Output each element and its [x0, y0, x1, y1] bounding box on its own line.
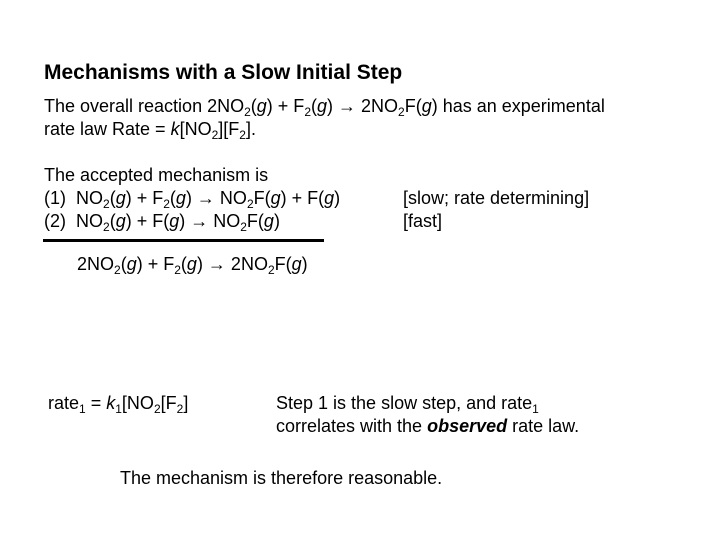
subscript: 2: [246, 197, 254, 211]
state-symbol: g: [126, 254, 137, 274]
intro-text: (: [311, 96, 317, 116]
subscript: 2: [174, 263, 181, 277]
subscript: 2: [244, 105, 251, 119]
subscript: 2: [103, 197, 110, 211]
mechanism-heading: The accepted mechanism is: [44, 165, 269, 185]
state-symbol: g: [421, 96, 432, 116]
state-symbol: g: [270, 188, 281, 208]
explanation-text: Step 1 is the slow step, and rate: [276, 393, 533, 413]
subscript: 2: [114, 263, 121, 277]
state-symbol: g: [169, 211, 180, 231]
intro-text: ) has an experimental: [431, 96, 605, 116]
explanation-text: correlates with the: [276, 416, 428, 436]
subscript: 2: [153, 402, 161, 416]
explanation-line-1: [276, 392, 539, 414]
subscript: 2: [163, 197, 170, 211]
intro-text: ) → 2NO: [327, 96, 399, 116]
sum-divider-line: [43, 239, 324, 242]
intro-text: ) + F: [266, 96, 305, 116]
state-symbol: g: [115, 211, 126, 231]
step-2-note: [fast]: [403, 211, 443, 231]
rate-text: rate: [48, 393, 80, 413]
overall-equation: $2NO_2(g) + F_2(g) \to 2NO_2F(g)$: [77, 254, 308, 277]
rate-text: [NO: [121, 393, 154, 413]
intro-line-1: [44, 95, 605, 117]
subscript: 2: [211, 128, 219, 142]
mechanism-step-2: (2) $NO_2(g) + F(g) \to NO_2F(g)$: [44, 211, 280, 234]
subscript: 2: [240, 220, 247, 234]
emphasis-text: observed: [427, 416, 508, 436]
subscript: 1: [115, 402, 122, 416]
step-label: (2): [44, 211, 66, 231]
rate-constant: k: [106, 393, 116, 413]
explanation-text: rate law.: [507, 416, 580, 436]
rate-text: [F: [160, 393, 177, 413]
subscript: 2: [239, 128, 246, 142]
subscript: 1: [79, 402, 86, 416]
subscript: 2: [103, 220, 110, 234]
step-label: (1): [44, 188, 66, 208]
subscript: 2: [176, 402, 184, 416]
intro-text: The overall reaction 2NO: [44, 96, 245, 116]
state-symbol: g: [263, 211, 274, 231]
intro-text: rate law Rate =: [44, 119, 171, 139]
rate-text: =: [85, 393, 107, 413]
state-symbol: g: [186, 254, 197, 274]
rate-constant: k: [170, 119, 180, 139]
state-symbol: g: [291, 254, 302, 274]
state-symbol: g: [175, 188, 186, 208]
subscript: 2: [267, 263, 275, 277]
rate-expression: [48, 392, 188, 414]
state-symbol: g: [256, 96, 267, 116]
step-1-note: [slow; rate determining]: [403, 188, 590, 208]
explanation-line-2: [276, 415, 579, 437]
intro-text: ].: [245, 119, 256, 139]
subscript: 2: [304, 105, 311, 119]
intro-text: (: [250, 96, 257, 116]
slide-title: Mechanisms with a Slow Initial Step: [44, 61, 403, 84]
state-symbol: g: [115, 188, 126, 208]
subscript: 2: [398, 105, 405, 119]
mechanism-step-1: (1) $NO_2(g) + F_2(g) \to NO_2F(g) + F(g)$: [44, 188, 341, 211]
intro-text: F(: [404, 96, 422, 116]
intro-text: ][F: [218, 119, 240, 139]
intro-text: [NO: [179, 119, 212, 139]
conclusion-text: The mechanism is therefore reasonable.: [120, 468, 443, 488]
intro-line-2: [44, 118, 256, 140]
subscript: 1: [532, 402, 539, 416]
rate-text: ]: [183, 393, 189, 413]
state-symbol: g: [317, 96, 328, 116]
state-symbol: g: [324, 188, 335, 208]
